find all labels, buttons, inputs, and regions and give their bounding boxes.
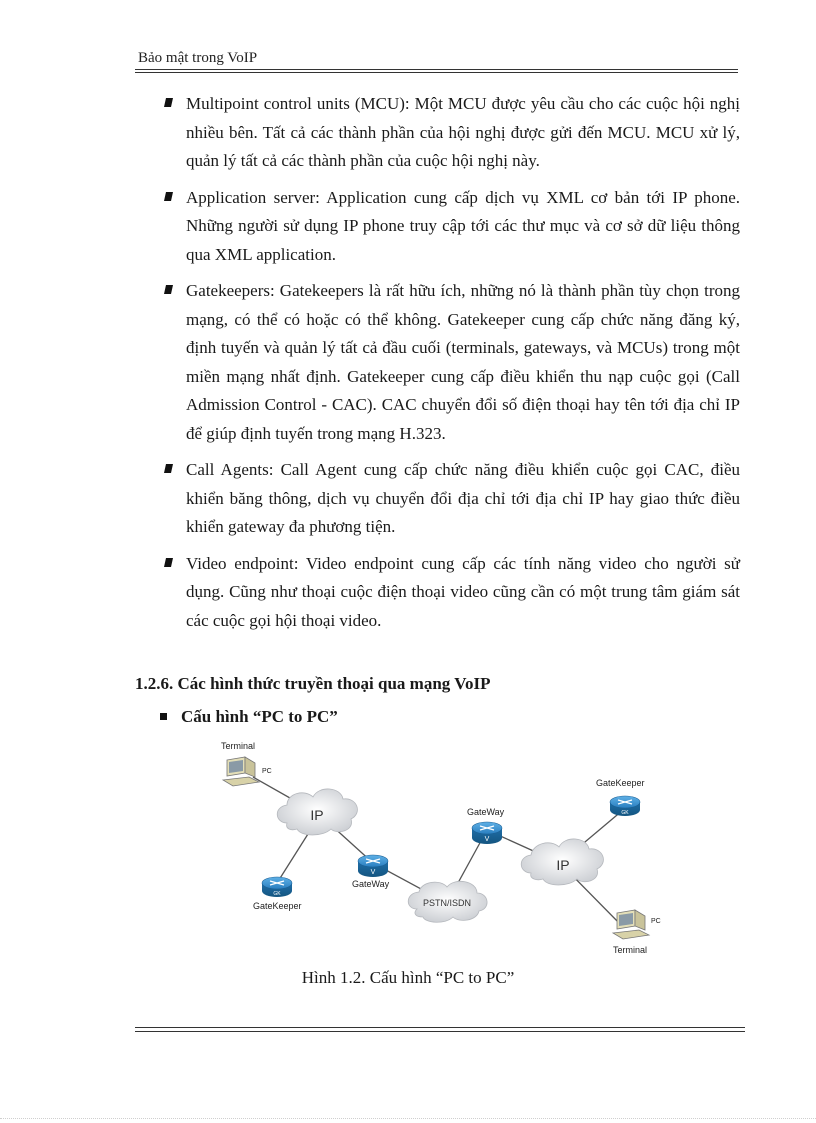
gatekeeper-router-icon-left xyxy=(253,877,302,911)
gatekeeper-left-label: GateKeeper xyxy=(253,901,302,911)
pc-to-pc-diagram xyxy=(215,735,670,960)
gateway-right-label: GateWay xyxy=(467,807,505,817)
computer-terminal-icon-right xyxy=(613,910,661,955)
pc-left-label: PC xyxy=(262,768,272,775)
v-mark-right: V xyxy=(484,836,490,843)
bullet-item-mcu xyxy=(160,90,740,176)
computer-terminal-icon-left xyxy=(221,741,272,786)
page-header-title: Bảo mật trong VoIP xyxy=(138,50,258,66)
pstn-cloud xyxy=(408,881,487,922)
bullet-item-video-endpoint xyxy=(160,550,740,636)
bullet-text: Application server: Application cung cấp dịch vụ XML cơ bản tới IP phone. Những người sử dụng IP phone truy cập tới các thư mục và cơ sở dữ liệu thông qua XML application. xyxy=(186,187,740,264)
v-mark-left: V xyxy=(370,869,376,876)
gk-mark-left: GK xyxy=(273,891,281,897)
ip-left-label: IP xyxy=(310,807,324,823)
gateway-router-icon-left xyxy=(352,855,390,889)
section-heading: 1.2.6. Các hình thức truyền thoại qua mạng VoIP xyxy=(135,674,491,693)
gatekeeper-right-label: GateKeeper xyxy=(596,778,645,788)
config-label: Cấu hình “PC to PC” xyxy=(181,707,338,726)
bullet-text: Multipoint control units (MCU): Một MCU được yêu cầu cho các cuộc hội nghị nhiều bên. Tất cả các thành phần của hội nghị được gửi đến MCU. MCU xử lý, quản lý tất cả các thành phần của cuộc hội nghị này. xyxy=(186,94,740,170)
terminal-left-label: Terminal xyxy=(221,741,256,751)
figure-caption: Hình 1.2. Cấu hình “PC to PC” xyxy=(301,968,515,987)
gateway-left-label: GateWay xyxy=(352,879,390,889)
terminal-right-label: Terminal xyxy=(613,945,648,955)
bullet-list xyxy=(160,90,740,643)
bullet-item-call-agents xyxy=(160,456,740,542)
ip-right-label: IP xyxy=(556,857,570,873)
bullet-text: Video endpoint: Video endpoint cung cấp các tính năng video cho người sử dụng. Cũng như thoại cuộc điện thoại video cũng cần có một trung tâm giám sát các cuộc gọi hội thoại video. xyxy=(186,553,740,630)
bullet-text: Call Agents: Call Agent cung cấp chức năng điều khiển cuộc gọi CAC, điều khiển băng thông, dịch vụ chuyển đổi địa chỉ tới địa chỉ IP hay giao thức điều khiển gateway đa phương tiện. xyxy=(186,460,740,536)
gateway-router-icon-right xyxy=(467,807,505,844)
config-item xyxy=(160,707,338,727)
gk-mark-right: GK xyxy=(621,810,629,816)
header-rule xyxy=(135,69,738,73)
bullet-text: Gatekeepers: Gatekeepers là rất hữu ích, những nó là thành phần tùy chọn trong mạng, có thể có hoặc có thể không. Gatekeeper cung cấp chức năng đăng ký, định tuyến và quản lý tất cả đầu cuối (terminals, gateways, và MCUs) trong một miền mạng nhất định. Gatekeeper cung cấp điều khiển thu nạp cuộc gọi (Call Admission Control - CAC). CAC chuyển đổi số điện thoại hay tên tới địa chỉ IP để giúp định tuyến trong mạng H.323. xyxy=(186,281,740,443)
pc-right-label: PC xyxy=(651,918,661,925)
ip-cloud-left xyxy=(277,789,357,835)
bullet-item-gatekeepers xyxy=(160,277,740,448)
gatekeeper-router-icon-right xyxy=(596,778,645,816)
footer-rule xyxy=(135,1027,745,1032)
square-bullet-icon xyxy=(160,713,167,720)
ip-cloud-right xyxy=(521,839,603,885)
page-bottom-dotted-line xyxy=(0,1118,816,1119)
bullet-item-application-server xyxy=(160,184,740,270)
pstn-label: PSTN/ISDN xyxy=(422,898,472,908)
